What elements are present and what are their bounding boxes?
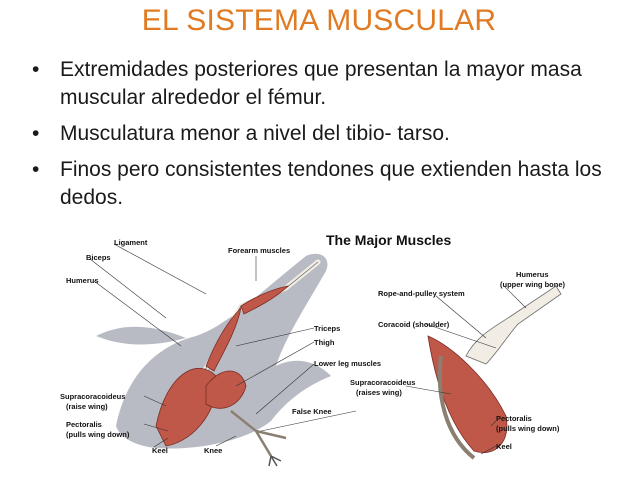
label-humerus-right: Humerus bbox=[516, 270, 549, 279]
bullet-item bbox=[28, 56, 628, 112]
label-humerus-left: Humerus bbox=[66, 276, 99, 285]
humerus-bone bbox=[466, 286, 561, 364]
label-supra-left: Supracoracoideus bbox=[60, 392, 126, 401]
label-thigh: Thigh bbox=[314, 338, 335, 347]
bullet-item bbox=[28, 120, 628, 148]
label-keel-left: Keel bbox=[152, 446, 168, 455]
bullet-icon: • bbox=[32, 158, 40, 181]
bullet-icon: • bbox=[32, 122, 40, 145]
label-ligament: Ligament bbox=[114, 238, 148, 247]
label-keel-right: Keel bbox=[496, 442, 512, 451]
label-pectoralis-left: Pectoralis bbox=[66, 420, 102, 429]
bullet-text: Extremidades posteriores que presentan la mayor masa muscular alrededor el fémur. bbox=[60, 58, 582, 109]
label-humerus-right-sub: (upper wing bone) bbox=[500, 280, 565, 289]
label-supra-left-sub: (raise wing) bbox=[66, 402, 108, 411]
label-pectoralis-right: Pectoralis bbox=[496, 414, 532, 423]
muscle-illustration bbox=[56, 226, 586, 476]
label-pectoralis-right-sub: (pulls wing down) bbox=[496, 424, 560, 433]
bullet-list bbox=[28, 56, 628, 220]
muscle-diagram bbox=[56, 226, 586, 476]
label-false-knee: False Knee bbox=[292, 407, 332, 416]
label-biceps: Biceps bbox=[86, 253, 111, 262]
bullet-icon: • bbox=[32, 58, 40, 81]
bullet-item bbox=[28, 156, 628, 212]
bullet-text: Musculatura menor a nivel del tibio- tarso. bbox=[60, 122, 450, 145]
label-knee: Knee bbox=[204, 446, 223, 455]
label-coracoid: Coracoid (shoulder) bbox=[378, 320, 450, 329]
label-rope-pulley: Rope-and-pulley system bbox=[378, 289, 465, 298]
label-triceps: Triceps bbox=[314, 324, 341, 333]
label-forearm: Forearm muscles bbox=[228, 246, 291, 255]
label-lower-leg: Lower leg muscles bbox=[314, 359, 382, 368]
label-supra-right: Supracoracoideus bbox=[350, 378, 416, 387]
slide-title: EL SISTEMA MUSCULAR bbox=[141, 4, 497, 37]
label-pectoralis-left-sub: (pulls wing down) bbox=[66, 430, 130, 439]
bullet-text: Finos pero consistentes tendones que extienden hasta los dedos. bbox=[60, 158, 602, 209]
figure-title: The Major Muscles bbox=[326, 232, 452, 248]
foot-claws bbox=[269, 456, 281, 466]
label-supra-right-sub: (raises wing) bbox=[356, 388, 402, 397]
